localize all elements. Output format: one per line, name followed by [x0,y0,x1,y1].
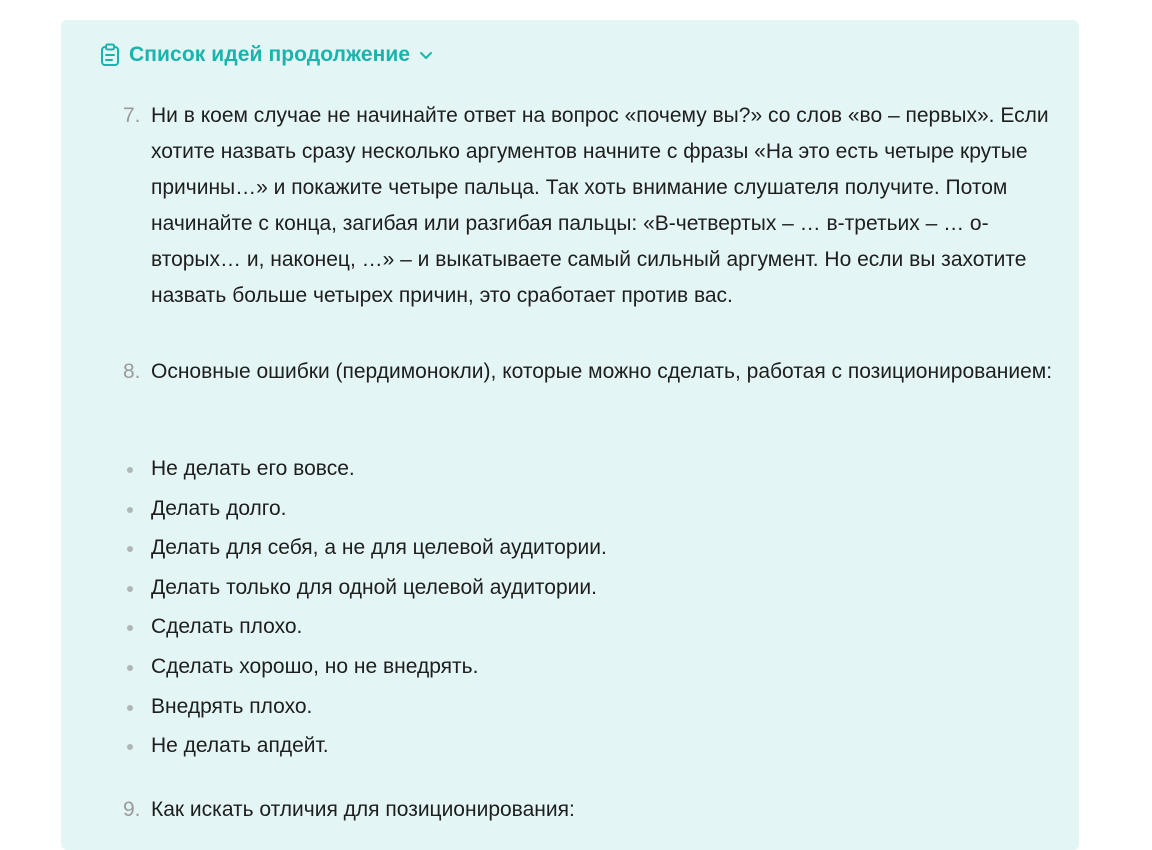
bullet-item [151,491,607,531]
bullet-text: Делать только для одной целевой аудитории. [151,575,597,599]
bullet-text: Делать для себя, а не для целевой аудитории. [151,536,607,560]
bullet-text: Внедрять плохо. [151,694,313,718]
bullet-text: Сделать хорошо, но не внедрять. [151,654,479,678]
bullet-text: Сделать плохо. [151,615,303,639]
bullet-text: Не делать апдейт. [151,734,329,758]
section-toggle[interactable] [99,43,434,67]
bullet-dot [127,665,133,671]
item-text: Основные ошибки (пердимонокли), которые можно сделать, работая с позиционированием: [151,360,1053,383]
clipboard-icon [99,43,121,67]
bullet-dot [127,467,133,473]
bullet-text: Не делать его вовсе. [151,457,355,480]
bullet-item [151,451,607,491]
list-item [123,792,1063,828]
bullet-item [151,649,607,689]
idea-list-card [61,20,1079,850]
bullet-item [151,530,607,570]
bullet-dot [127,546,133,552]
bullet-dot [127,705,133,711]
bullet-item [151,570,607,610]
bullet-text: Делать долго. [151,496,287,520]
item-number: 9. [123,798,141,821]
list-item [123,98,1063,314]
bullet-dot [127,744,133,750]
item-text: Как искать отличия для позиционирования: [151,798,575,821]
bullet-dot [127,625,133,631]
section-title: Список идей продолжение [129,43,411,66]
mistakes-list [151,451,607,768]
bullet-item [151,609,607,649]
bullet-item [151,728,607,768]
bullet-dot [127,507,133,513]
chevron-down-icon [418,47,434,63]
item-text: Ни в коем случае не начинайте ответ на вопрос «почему вы?» со слов «во – первых». Если хотите назвать сразу несколько аргументов начните с фразы «На это есть четыре крутые причины…» и покажите четыре пальца. Так хоть внимание слушателя получите. Потом начинайте с конца, загибая или разгибая пальцы: «В-четвертых – … в-третьих – … о-вторых… и, наконец, …» – и выкатываете самый сильный аргумент. Но если вы захотите назвать больше четырех причин, это сработает против вас. [151,104,1049,307]
bullet-item [151,689,607,729]
list-item [123,354,1063,390]
item-number: 8. [123,360,141,383]
bullet-dot [127,586,133,592]
item-number: 7. [123,104,141,127]
